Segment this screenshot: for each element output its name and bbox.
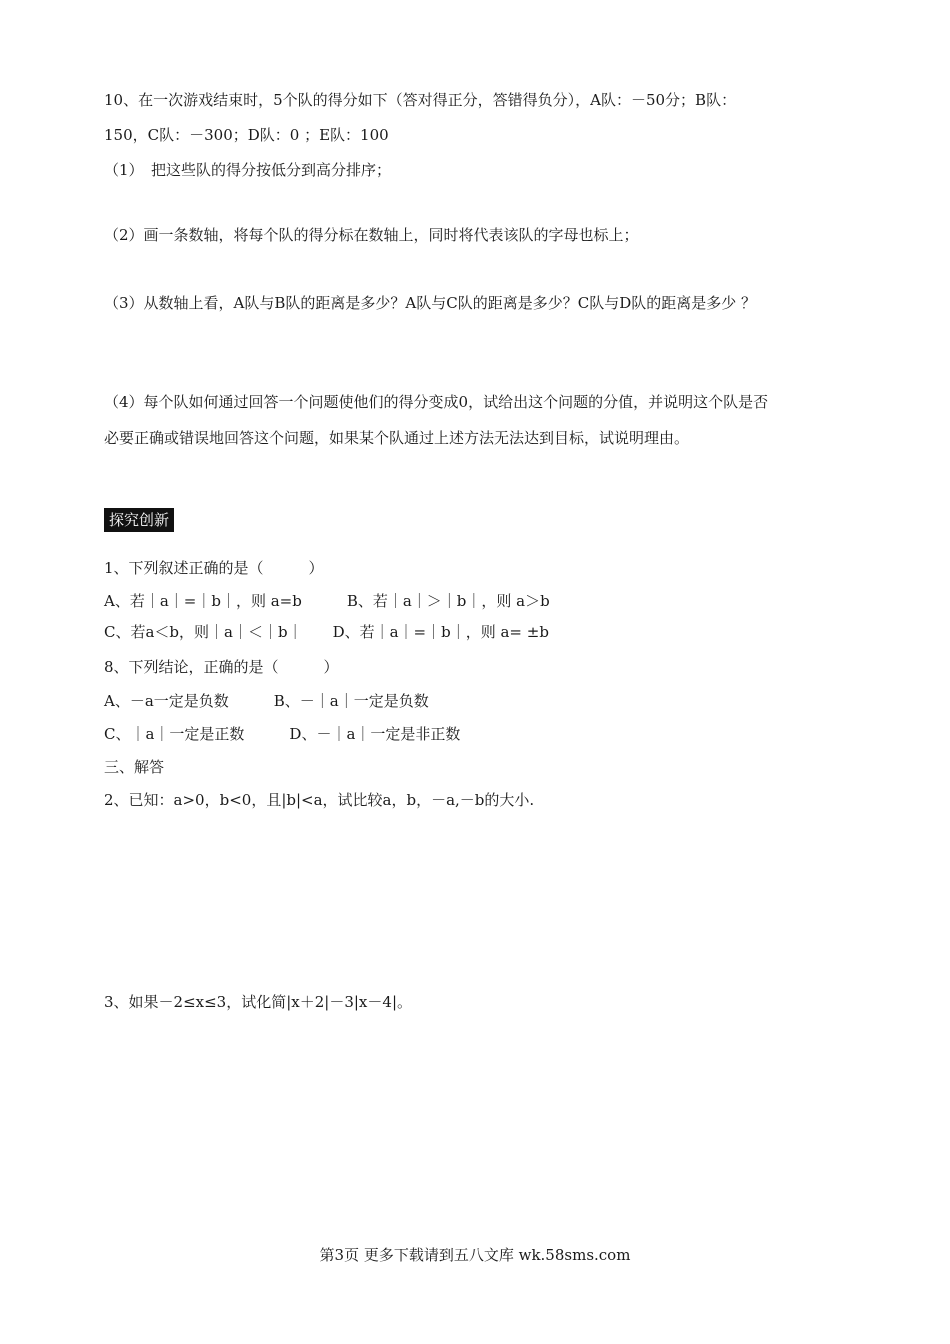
mc1-question: 1、下列叙述正确的是（ ） [104,559,324,577]
mc8-options-row2: C、｜a｜一定是正数 D、－｜a｜一定是非正数 [104,725,461,743]
section-badge: 探究创新 [104,508,174,532]
q10-part4-line1: （4）每个队如何通过回答一个问题使他们的得分变成0，试给出这个问题的分值，并说明这个队是否 [104,393,769,411]
section-heading-solve: 三、解答 [104,758,165,776]
mc1-options-row2: C、若a＜b，则｜a｜＜｜b｜ D、若｜a｜=｜b｜，则 a= ±b [104,623,549,641]
q10-part4-line2: 必要正确或错误地回答这个问题，如果某个队通过上述方法无法达到目标，试说明理由。 [104,429,690,447]
mc8-options-row1: A、－a一定是负数 B、－｜a｜一定是负数 [104,692,429,710]
page-footer: 第3页 更多下载请到五八文库 wk.58sms.com [319,1246,631,1264]
mc1-options-row1: A、若｜a｜=｜b｜，则 a=b B、若｜a｜＞｜b｜，则 a＞b [104,592,550,610]
q10-line1: 10、在一次游戏结束时，5个队的得分如下（答对得正分，答错得负分），A队：－50分；B队： [104,91,737,109]
q10-part3: （3）从数轴上看，A队与B队的距离是多少？A队与C队的距离是多少？C队与D队的距离是多少 ？ [104,294,756,312]
solve-question-3: 3、如果－2≤x≤3，试化简|x＋2|－3|x－4|。 [104,993,412,1011]
solve-question-2: 2、已知：a>0，b<0，且|b|<a，试比较a，b，－a,－b的大小. [104,791,535,809]
q10-part1: （1） 把这些队的得分按低分到高分排序； [104,161,392,179]
q10-part2: （2）画一条数轴，将每个队的得分标在数轴上，同时将代表该队的字母也标上； [104,226,639,244]
q10-line2: 150，C队：－300；D队：0 ；E队：100 [104,126,389,144]
mc8-question: 8、下列结论，正确的是（ ） [104,658,339,676]
